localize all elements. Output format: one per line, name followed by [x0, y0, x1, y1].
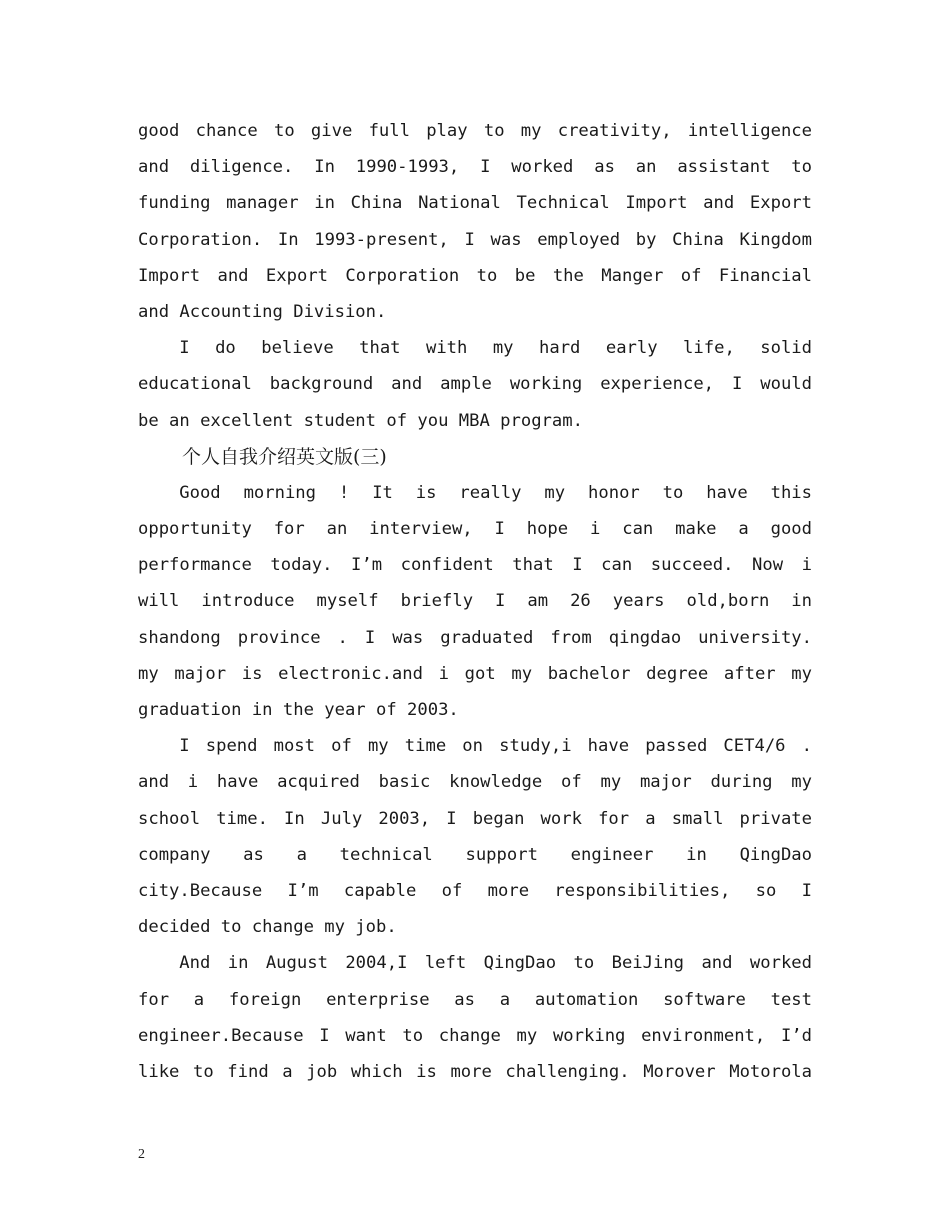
text-line: for a foreign enterprise as a automation software test: [138, 989, 812, 1010]
text-line: my major is electronic.and i got my bachelor degree after my: [138, 663, 812, 684]
text-line: opportunity for an interview, I hope i can make a good: [138, 519, 812, 540]
text-line: like to find a job which is more challenging. Morover Motorola: [138, 1061, 812, 1082]
text-line: be an excellent student of you MBA program.: [138, 410, 583, 431]
text-line: company as a technical support engineer in QingDao: [138, 844, 812, 865]
text-line: funding manager in China National Technical Import and Export: [138, 193, 812, 214]
body-text: [138, 113, 812, 1090]
text-line: and i have acquired basic knowledge of my major during my: [138, 772, 812, 793]
text-line: And in August 2004,I left QingDao to BeiJing and worked: [179, 953, 812, 974]
text-line: will introduce myself briefly I am 26 years old,born in: [138, 591, 812, 612]
text-line: I spend most of my time on study,i have passed CET4/6 .: [179, 736, 812, 757]
text-line: Good morning ! It is really my honor to have this: [179, 482, 812, 503]
text-line: performance today. I’m confident that I can succeed. Now i: [138, 555, 812, 576]
section-heading: 个人自我介绍英文版(三): [182, 445, 387, 468]
text-line: good chance to give full play to my creativity, intelligence: [138, 121, 812, 141]
text-line: city.Because I’m capable of more responsibilities, so I: [138, 880, 812, 901]
text-line: school time. In July 2003, I began work for a small private: [138, 808, 812, 829]
text-line: educational background and ample working experience, I would: [138, 374, 812, 395]
page-number: 2: [138, 1147, 145, 1162]
text-line: graduation in the year of 2003.: [138, 700, 459, 720]
text-line: engineer.Because I want to change my working environment, I’d: [138, 1025, 812, 1046]
text-line: and diligence. In 1990-1993, I worked as an assistant to: [138, 157, 812, 178]
text-line: Import and Export Corporation to be the Manger of Financial: [138, 265, 812, 286]
text-line: decided to change my job.: [138, 917, 397, 938]
text-line: shandong province . I was graduated from qingdao university.: [138, 627, 812, 648]
text-line: and Accounting Division.: [138, 301, 387, 322]
text-line: Corporation. In 1993-present, I was employed by China Kingdom: [138, 229, 812, 250]
text-line: I do believe that with my hard early life, solid: [179, 338, 812, 359]
